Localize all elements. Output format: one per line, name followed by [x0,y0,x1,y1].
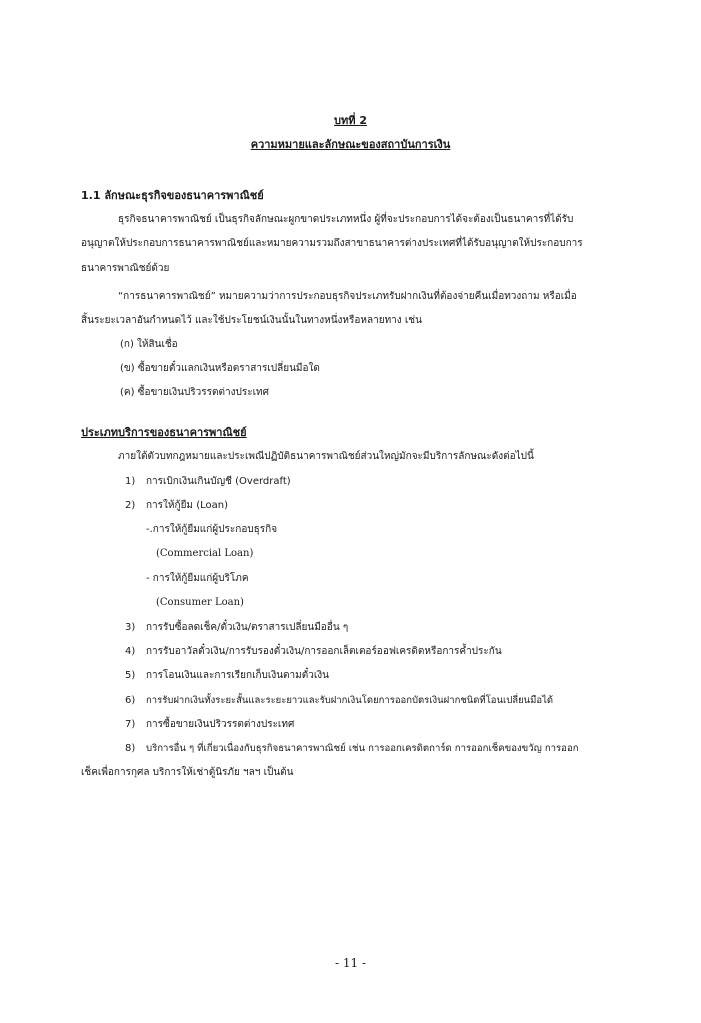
paragraph-line: “การธนาคารพาณิชย์” หมายความว่าการประกอบธุรกิจประเภทรับฝากเงินที่ต้องจ่ายคืนเมื่อทวงถาม หรือเมื่อ [118,291,577,302]
list-item: (ข) ซื้อขายตั๋วแลกเงินหรือตราสารเปลี่ยนมือใด [120,363,320,374]
list-item: การโอนเงินและการเรียกเก็บเงินตามตั๋วเงิน [146,670,329,681]
list-number: 7) [125,719,136,730]
list-number: 6) [125,695,136,706]
paragraph-line: ธนาคารพาณิชย์ด้วย [81,263,170,274]
chapter-number: บทที่ 2 [334,114,367,127]
section-heading-1-1: 1.1 ลักษณะธุรกิจของธนาคารพาณิชย์ [81,189,264,202]
list-number: 1) [125,476,136,487]
paragraph-line: เช็คเพื่อการกุศล บริการให้เช่าตู้นิรภัย ฯลฯ เป็นต้น [81,767,294,778]
list-item: การให้กู้ยืม (Loan) [146,500,228,511]
paragraph-line: อนุญาตให้ประกอบการธนาคารพาณิชย์และหมายความรวมถึงสาขาธนาคารต่างประเทศที่ได้รับอนุญาตให้ประกอบการ [81,238,583,249]
list-number: 8) [125,743,136,754]
list-item: (ก) ให้สินเชื่อ [120,339,178,350]
sub-list-item: - การให้กู้ยืมแก่ผู้บริโภค [146,573,249,584]
paragraph-line: ธุรกิจธนาคารพาณิชย์ เป็นธุรกิจลักษณะผูกขาดประเภทหนึ่ง ผู้ที่จะประกอบการได้จะต้องเป็นธนาคารที่ได้รับ [118,214,574,225]
page-number: - 11 - [334,956,366,970]
paragraph-line: ภายใต้ตัวบทกฎหมายและประเพณีปฏิบัติธนาคารพาณิชย์ส่วนใหญ่มักจะมีบริการลักษณะดังต่อไปนี้ [118,451,534,462]
list-item: การรับซื้อลดเช็ค/ตั๋วเงิน/ตราสารเปลี่ยนมืออื่น ๆ [146,622,349,633]
list-item: การรับฝากเงินทั้งระยะสั้นและระยะยาวและรับฝากเงินโดยการออกบัตรเงินฝากชนิดที่โอนเปลี่ยนมือได้ [146,695,554,706]
list-number: 5) [125,670,136,681]
list-item: การรับอาวัลตั๋วเงิน/การรับรองตั๋วเงิน/การออกเล็ตเตอร์ออฟเครดิตหรือการค้ำประกัน [146,646,502,657]
paragraph-line: สิ้นระยะเวลาอันกำหนดไว้ และใช้ประโยชน์เงินนั้นในทางหนึ่งหรือหลายทาง เช่น [81,315,422,326]
list-number: 2) [125,500,136,511]
list-item: บริการอื่น ๆ ที่เกี่ยวเนื่องกับธุรกิจธนาคารพาณิชย์ เช่น การออกเครดิตการ์ด การออกเช็คของขวัญ การออก [146,743,579,754]
sub-list-item-english: (Commercial Loan) [156,548,254,559]
section-heading-services: ประเภทบริการของธนาคารพาณิชย์ [81,426,247,439]
sub-list-item: -.การให้กู้ยืมแก่ผู้ประกอบธุรกิจ [146,524,278,535]
sub-list-item-english: (Consumer Loan) [156,597,244,608]
list-number: 4) [125,646,136,657]
list-item: (ค) ซื้อขายเงินปริวรรตต่างประเทศ [120,387,269,398]
list-item: การเบิกเงินเกินบัญชี (Overdraft) [146,476,291,487]
list-item: การซื้อขายเงินปริวรรตต่างประเทศ [146,719,295,730]
list-number: 3) [125,622,136,633]
chapter-title: ความหมายและลักษณะของสถาบันการเงิน [250,138,451,151]
